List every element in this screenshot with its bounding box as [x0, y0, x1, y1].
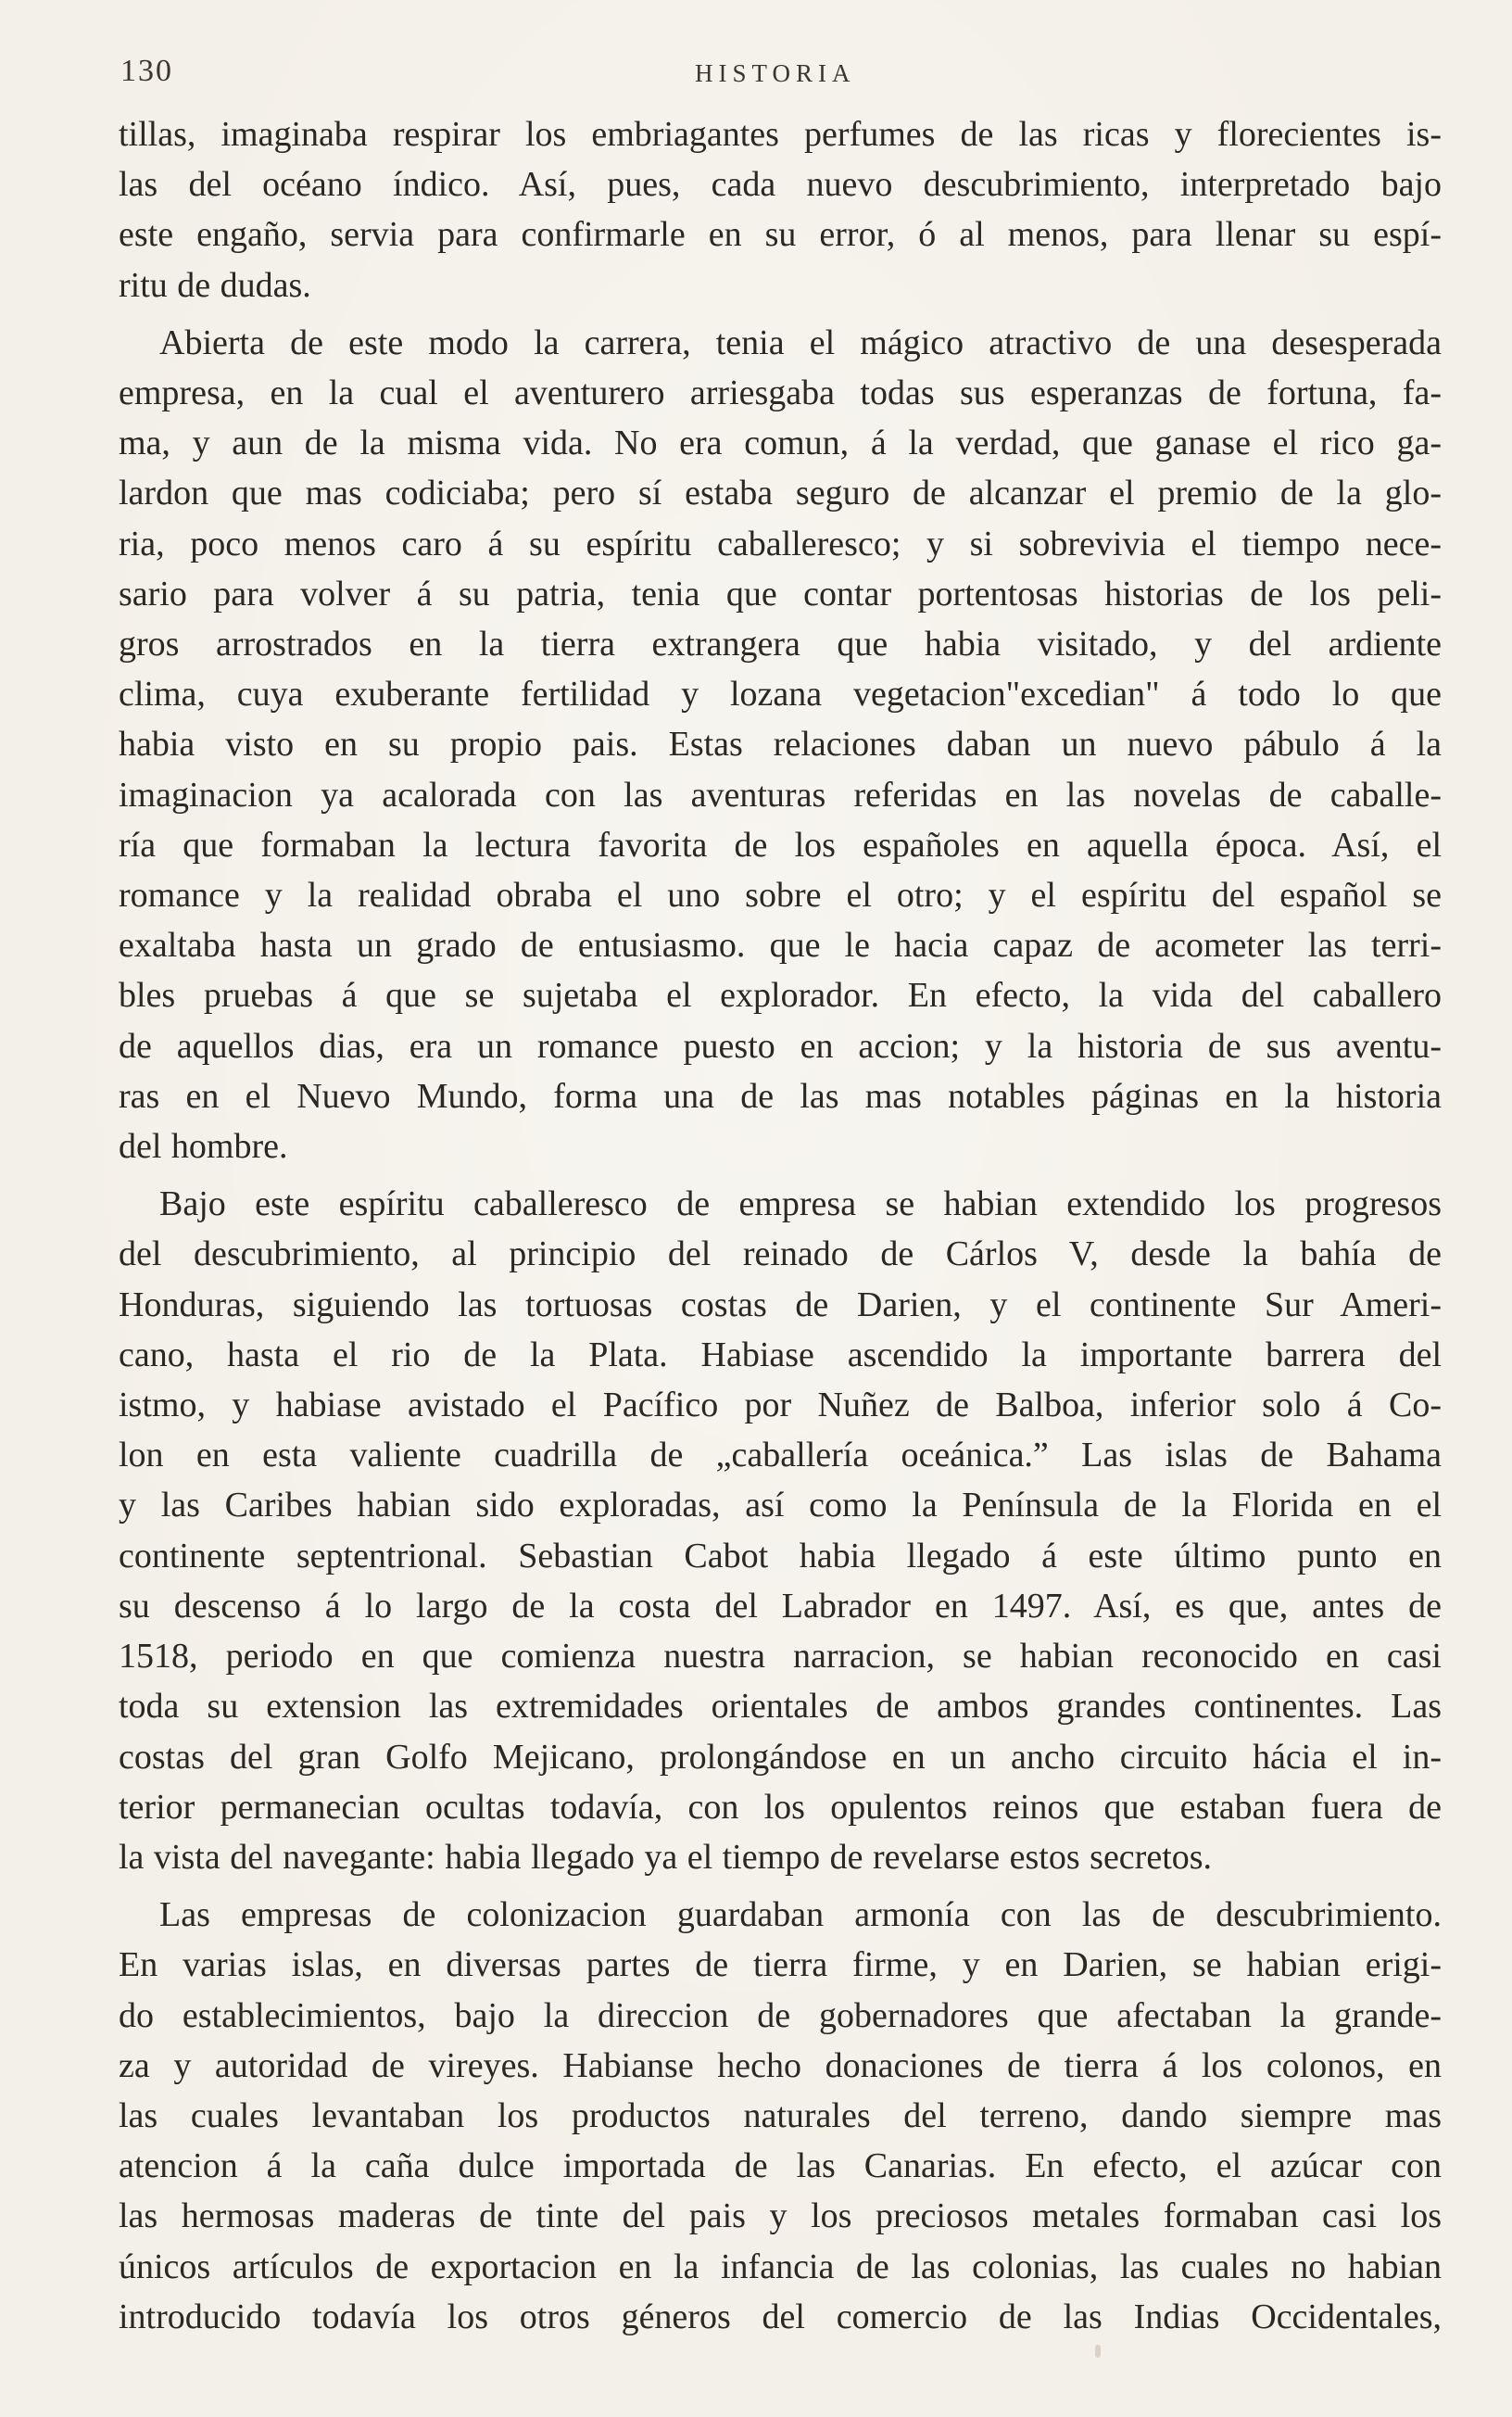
- text-line: cano, hasta el rio de la Plata. Habiase ascendido la importante barrera del: [119, 1335, 1442, 1374]
- text-line: do establecimientos, bajo la direccion de gobernadores que afectaban la grande-: [119, 1995, 1442, 2035]
- text-line: las del océano índico. Así, pues, cada nuevo descubrimiento, interpretado bajo: [119, 165, 1442, 205]
- text-line: Bajo este espíritu caballeresco de empresa se habian extendido los progresos: [159, 1184, 1442, 1224]
- text-line: del hombre.: [119, 1127, 288, 1167]
- paragraph-2: [119, 318, 1442, 1171]
- text-line: y las Caribes habian sido exploradas, así como la Península de la Florida en el: [119, 1486, 1442, 1525]
- text-line: atencion á la caña dulce importada de las Canarias. En efecto, el azúcar con: [119, 2146, 1442, 2186]
- paragraph-3: [119, 1179, 1442, 1882]
- text-line: empresa, en la cual el aventurero arriesgaba todas sus esperanzas de fortuna, fa-: [119, 373, 1442, 413]
- text-line: ritu de dudas.: [119, 265, 311, 305]
- text-line: romance y la realidad obraba el uno sobre el otro; y el espíritu del español se: [119, 876, 1442, 916]
- paragraph-1: [119, 109, 1442, 310]
- text-line: la vista del navegante: habia llegado ya el tiempo de revelarse estos secretos.: [119, 1837, 1213, 1877]
- paragraph-4: [119, 1890, 1442, 2342]
- text-line: de aquellos dias, era un romance puesto en accion; y la historia de sus aventu-: [119, 1026, 1442, 1066]
- text-line: costas del gran Golfo Mejicano, prolongándose en un ancho circuito hácia el in-: [119, 1737, 1442, 1777]
- text-line: del descubrimiento, al principio del reinado de Cárlos V, desde la bahía de: [119, 1234, 1442, 1274]
- text-line: únicos artículos de exportacion en la infancia de las colonias, las cuales no habian: [119, 2246, 1442, 2286]
- text-line: introducido todavía los otros géneros del comercio de las Indias Occidentales,: [119, 2297, 1442, 2336]
- text-line: ría que formaban la lectura favorita de los españoles en aquella época. Así, el: [119, 825, 1442, 865]
- text-line: clima, cuya exuberante fertilidad y lozana vegetacion"excedian" á todo lo que: [119, 675, 1442, 715]
- text-line: Honduras, siguiendo las tortuosas costas de Darien, y el continente Sur Ameri-: [119, 1284, 1442, 1324]
- text-line: imaginacion ya acalorada con las aventuras referidas en las novelas de caballe-: [119, 775, 1442, 815]
- text-line: continente septentrional. Sebastian Cabot habia llegado á este último punto en: [119, 1536, 1442, 1575]
- text-line: las cuales levantaban los productos naturales del terreno, dando siempre mas: [119, 2095, 1442, 2135]
- text-line: Abierta de este modo la carrera, tenia el mágico atractivo de una desesperada: [159, 323, 1442, 362]
- text-line: gros arrostrados en la tierra extrangera que habia visitado, y del ardiente: [119, 625, 1442, 664]
- page-number: 130: [120, 54, 173, 88]
- text-line: ria, poco menos caro á su espíritu caballeresco; y si sobrevivia el tiempo nece-: [119, 524, 1442, 563]
- text-line: toda su extension las extremidades orientales de ambos grandes continentes. Las: [119, 1687, 1442, 1727]
- text-line: za y autoridad de vireyes. Habianse hecho donaciones de tierra á los colonos, en: [119, 2045, 1442, 2085]
- text-line: las hermosas maderas de tinte del pais y los preciosos metales formaban casi los: [119, 2196, 1442, 2236]
- text-line: 1518, periodo en que comienza nuestra narracion, se habian reconocido en casi: [119, 1637, 1442, 1677]
- ink-speck: [1095, 2345, 1101, 2358]
- text-line: ras en el Nuevo Mundo, forma una de las mas notables páginas en la historia: [119, 1076, 1442, 1116]
- text-line: lardon que mas codiciaba; pero sí estaba seguro de alcanzar el premio de la glo-: [119, 474, 1442, 513]
- text-line: terior permanecian ocultas todavía, con los opulentos reinos que estaban fuera de: [119, 1787, 1442, 1827]
- text-line: exaltaba hasta un grado de entusiasmo. que le hacia capaz de acometer las terri-: [119, 926, 1442, 966]
- body-text: [119, 109, 1442, 2349]
- text-line: bles pruebas á que se sujetaba el explorador. En efecto, la vida del caballero: [119, 976, 1442, 1016]
- text-line: su descenso á lo largo de la costa del Labrador en 1497. Así, es que, antes de: [119, 1586, 1442, 1626]
- text-line: En varias islas, en diversas partes de tierra firme, y en Darien, se habian erigi-: [119, 1945, 1442, 1985]
- running-title: HISTORIA: [695, 59, 856, 87]
- text-line: tillas, imaginaba respirar los embriagantes perfumes de las ricas y florecientes is-: [119, 115, 1442, 154]
- page-header: [120, 48, 1445, 104]
- text-line: este engaño, servia para confirmarle en su error, ó al menos, para llenar su espí-: [119, 215, 1442, 255]
- text-line: habia visto en su propio pais. Estas relaciones daban un nuevo pábulo á la: [119, 725, 1442, 765]
- text-line: lon en esta valiente cuadrilla de „caballería oceánica.” Las islas de Bahama: [119, 1436, 1442, 1475]
- text-line: Las empresas de colonizacion guardaban armonía con las de descubrimiento.: [159, 1895, 1442, 1935]
- text-line: sario para volver á su patria, tenia que contar portentosas historias de los peli-: [119, 574, 1442, 614]
- text-line: ma, y aun de la misma vida. No era comun, á la verdad, que ganase el rico ga-: [119, 424, 1442, 463]
- text-line: istmo, y habiase avistado el Pacífico por Nuñez de Balboa, inferior solo á Co-: [119, 1386, 1442, 1425]
